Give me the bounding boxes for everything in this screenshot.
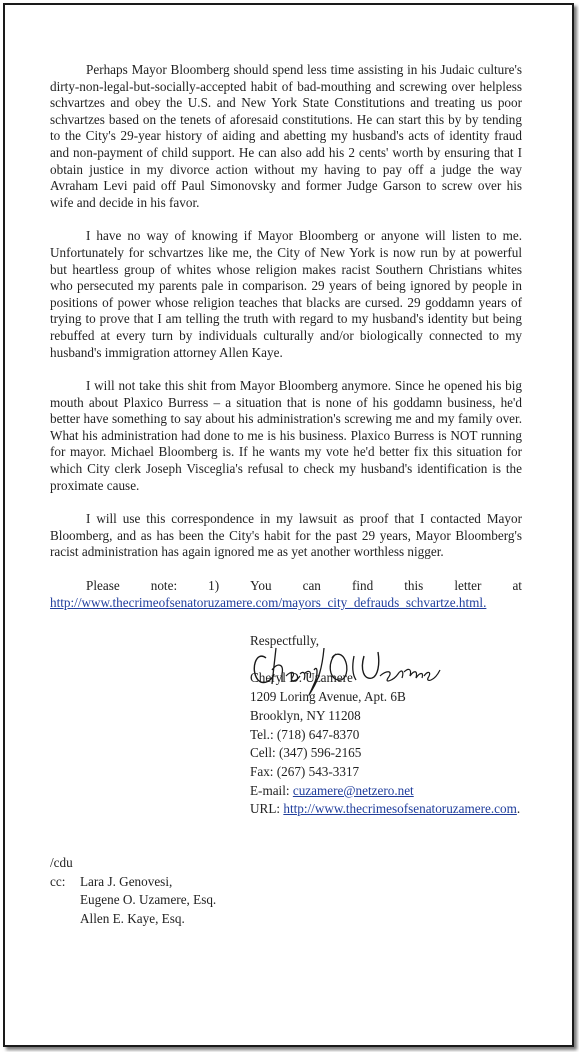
website-link[interactable]: http://www.thecrimesofsenatoruzamere.com (283, 801, 517, 817)
letter-body (50, 62, 522, 611)
note-word: find (351, 578, 374, 594)
note-word: can (302, 578, 321, 594)
note-word: at (512, 578, 522, 594)
note-word: Please (86, 578, 120, 594)
cc-label: cc: (50, 873, 66, 889)
salutation: Respectfully, (250, 633, 320, 648)
telephone: Tel.: (718) 647-8370 (250, 726, 360, 742)
cc-recipient: Lara J. Genovesi, (80, 873, 173, 889)
note-line (50, 578, 522, 595)
paragraph-3: I will not take this shit from Mayor Bloomberg anymore. Since he opened his big mouth about Plaxico Burress – a situation that is none of his goddamn business, he'd better have something to say about his administration's screwing me and my family over. What his administration had done to me is his business. Plaxico Burress is NOT running for mayor. Michael Bloomberg is. If he wants my vote he'd better fix this situation for which City clerk Joseph Visceglia's refusal to check my husband's identification is the proximate cause. (50, 378, 522, 493)
cell-phone: Cell: (347) 596-2165 (250, 745, 362, 761)
fax: Fax: (267) 543-3317 (250, 763, 360, 779)
email-line (250, 782, 520, 801)
cc-block (50, 873, 216, 929)
note-word: this (404, 578, 424, 594)
handwritten-signature (248, 640, 448, 702)
cc-recipients (80, 873, 216, 929)
letter-url-link[interactable]: http://www.thecrimeofsenatoruzamere.com/mayors_city_defrauds_schvartze.html. (50, 594, 487, 610)
cc-recipient: Allen E. Kaye, Esq. (80, 911, 185, 927)
paragraph-4: I will use this correspondence in my lawsuit as proof that I contacted Mayor Bloomberg, and as has been the City's habit for the past 29 years, Mayor Bloomberg's racist administration has again ignored me as yet another worthless nigger. (50, 511, 522, 560)
url-line (250, 800, 520, 819)
cc-recipient: Eugene O. Uzamere, Esq. (80, 892, 217, 908)
address-line-2: Brooklyn, NY 11208 (250, 707, 361, 723)
paragraph-1: Perhaps Mayor Bloomberg should spend less time assisting in his Judaic culture's dirty-non-legal-but-socially-accepted habit of bad-mouthing and screwing over helpless schvartzes and obey the U.S. and New York State Constitutions and treating us poor schvartzes based on the tenets of aforesaid constitutions. He can start this by by tending to the City's 29-year history of aiding and abetting my husband's acts of identity fraud and non-payment of child support. He can also add his 2 cents' worth by ensuring that I obtain justice in my divorce action without my having to pay off a judge the way Avraham Levi paid off Paul Simonovsky and former Judge Garson to screw over his wife and decide in his favor. (50, 62, 522, 210)
url-period: . (516, 801, 521, 817)
email-label: E-mail: (250, 782, 293, 798)
letter-footer (50, 854, 216, 929)
address-line-1: 1209 Loring Avenue, Apt. 6B (250, 689, 406, 705)
note-word: 1) (208, 578, 220, 594)
typist-initials: /cdu (50, 855, 73, 870)
email-link[interactable]: cuzamere@netzero.net (292, 782, 414, 798)
note-word: letter (454, 578, 482, 594)
note-word: You (250, 578, 272, 594)
sender-name: Cheryl D. Uzamere (250, 670, 353, 686)
paragraph-2: I have no way of knowing if Mayor Bloomberg or anyone will listen to me. Unfortunately for schvartzes like me, the City of New York is now run by at powerful but heartless group of whites whose religion makes racist Southern Christians whites who persecuted my parents pale in comparison. 29 years of being ignored by people in positions of power whose religion teaches that blacks are cursed. 29 goddamn years of trying to prove that I am telling the truth with regard to my husband's identity but being rebuffed at every turn by individuals culturally and/or biologically connected to my husband's immigration attorney Allen Kaye. (50, 228, 522, 360)
note-word: note: (150, 578, 178, 594)
url-label: URL: (250, 801, 284, 817)
